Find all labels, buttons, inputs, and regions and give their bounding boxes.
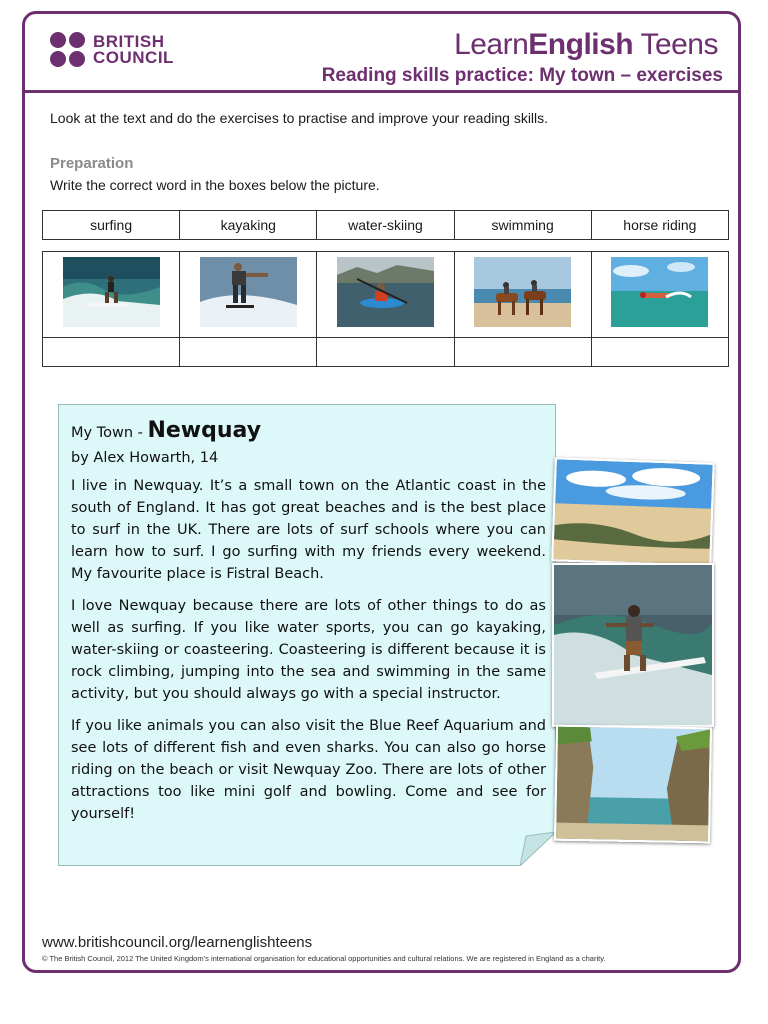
header-divider [22, 90, 741, 93]
article-paragraph: If you like animals you can also visit the Blue Reef Aquarium and see lots of different fish and even sharks. You can also go horse riding on the beach or visit Newquay Zoo. There are lots of other attractions too like mini golf and bowling. Come and see for yourself! [71, 718, 546, 822]
word-bank-item: kayaking [180, 211, 317, 240]
logo-dots-icon [50, 32, 85, 67]
footer-url[interactable]: www.britishcouncil.org/learnenglishteens [42, 934, 313, 951]
picture-cell [180, 252, 317, 338]
cliffs-photo [554, 725, 712, 844]
answer-box[interactable] [454, 338, 591, 367]
kayaking-photo [337, 257, 434, 327]
beach-photo [551, 457, 715, 567]
water-skiing-photo [200, 257, 297, 327]
intro-text: Look at the text and do the exercises to practise and improve your reading skills. [50, 110, 549, 126]
answer-box[interactable] [591, 338, 728, 367]
word-bank-item: horse riding [591, 211, 728, 240]
picture-cell [317, 252, 454, 338]
learnenglish-teens-logo: LearnEnglish Teens [454, 28, 718, 61]
article-byline: by Alex Howarth, 14 [71, 450, 219, 466]
answer-box[interactable] [317, 338, 454, 367]
answer-box[interactable] [43, 338, 180, 367]
article-note [58, 404, 556, 866]
article-paragraph: I love Newquay because there are lots of other things to do as well as surfing. If you like water sports, you can go kayaking, water-skiing or coasteering. Coasteering is different because it is rock climbing, jumping into the sea and swimming in the same activity, but you should always go with a special instructor. [71, 598, 546, 702]
surfing-photo [63, 257, 160, 327]
surfer-photo [552, 563, 714, 727]
british-council-logo [50, 32, 174, 67]
picture-table [42, 251, 729, 367]
footer-copyright: © The British Council, 2012 The United Kingdom’s international organisation for educational opportunities and cultural relations. We are registered in England as a charity. [42, 954, 606, 963]
picture-cell [454, 252, 591, 338]
page-curl-icon [520, 832, 556, 866]
word-bank-item: surfing [43, 211, 180, 240]
logo-line1: BRITISH [93, 31, 165, 51]
picture-cell [43, 252, 180, 338]
word-bank-item: swimming [454, 211, 591, 240]
preparation-instruction: Write the correct word in the boxes below the picture. [50, 177, 380, 193]
preparation-heading: Preparation [50, 155, 134, 172]
horse-riding-photo [474, 257, 571, 327]
answer-box[interactable] [180, 338, 317, 367]
page-subtitle: Reading skills practice: My town – exercises [321, 65, 723, 86]
article-title: My Town - Newquay [71, 418, 262, 443]
word-bank-table [42, 210, 729, 240]
logo-line2: COUNCIL [93, 47, 174, 67]
word-bank-item: water-skiing [317, 211, 454, 240]
swimming-photo [611, 257, 708, 327]
picture-cell [591, 252, 728, 338]
article-paragraph: I live in Newquay. It’s a small town on the Atlantic coast in the south of England. It has got great beaches and is the best place to surf in the UK. There are lots of surf schools where you can learn how to surf. I go surfing with my friends every weekend. My favourite place is Fistral Beach. [71, 478, 546, 582]
